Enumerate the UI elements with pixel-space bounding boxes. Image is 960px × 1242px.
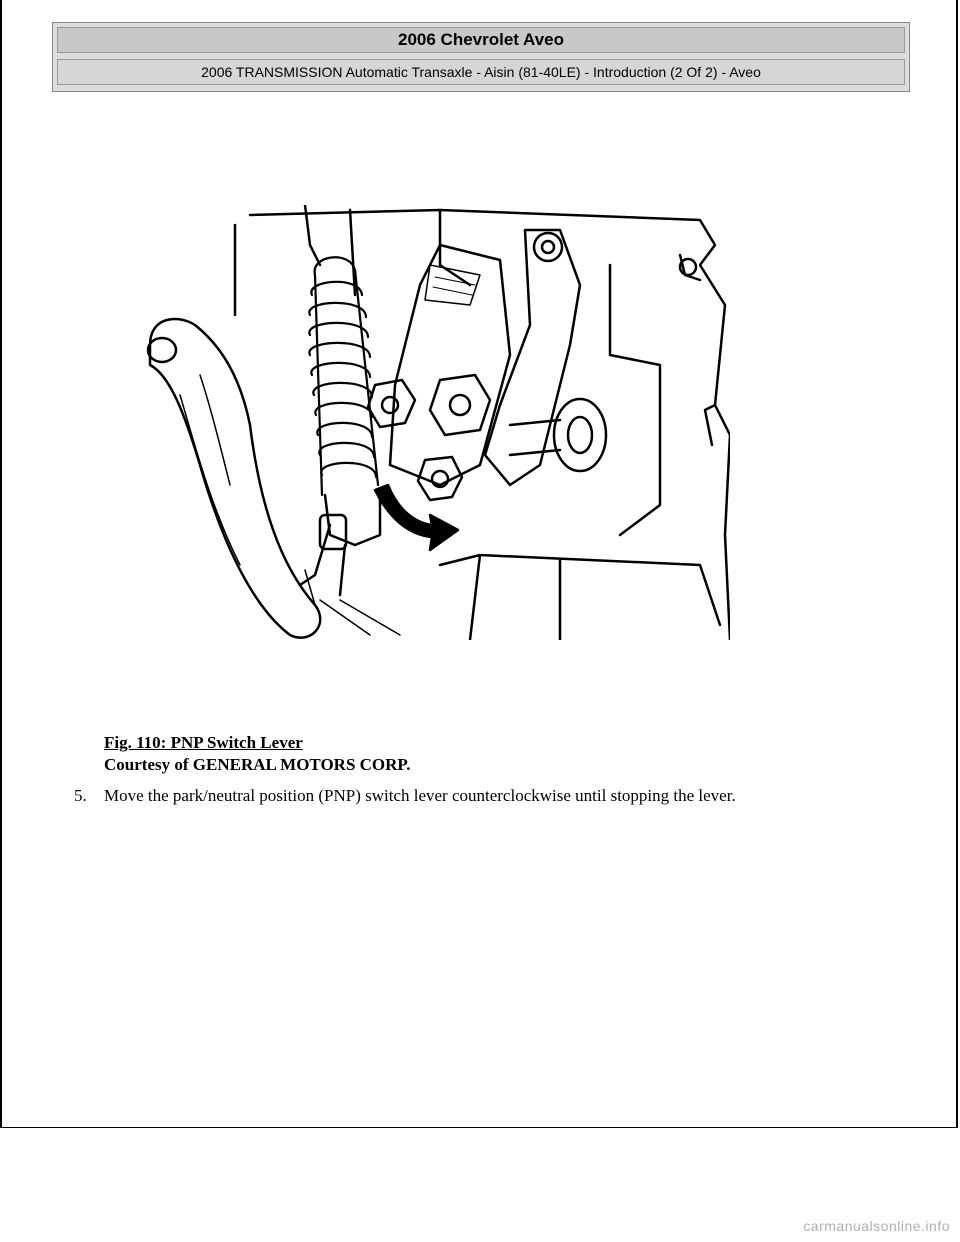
figure-courtesy: Courtesy of GENERAL MOTORS CORP. (104, 755, 411, 774)
watermark: carmanualsonline.info (803, 1218, 950, 1234)
header-subtitle: 2006 TRANSMISSION Automatic Transaxle - Aisin (81-40LE) - Introduction (2 Of 2) - Aveo (57, 59, 905, 85)
step-number: 5. (74, 786, 87, 805)
pnp-switch-lever-illustration (140, 205, 730, 640)
figure-title: Fig. 110: PNP Switch Lever (104, 733, 303, 752)
step-text: Move the park/neutral position (PNP) switch lever counterclockwise until stopping the lever. (104, 786, 736, 805)
document-header (52, 22, 910, 92)
header-title: 2006 Chevrolet Aveo (57, 27, 905, 53)
step-item (74, 785, 736, 807)
figure-caption (104, 732, 411, 776)
